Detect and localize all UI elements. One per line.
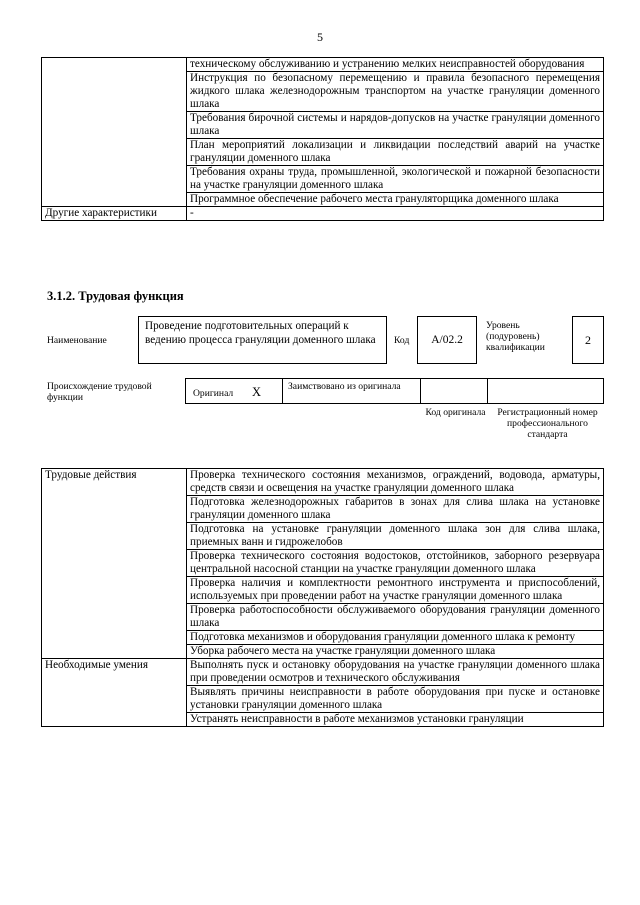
row-value: План мероприятий локализации и ликвидации последствий аварий на участке грануляции доменного шлака: [187, 139, 604, 166]
original-label: Оригинал: [193, 388, 234, 399]
level-label: Уровень (подуровень) квалификации: [486, 320, 545, 353]
reg-number-caption: Регистрационный номер профессионального стандарта: [497, 407, 598, 440]
skills-label: Необходимые умения: [42, 659, 187, 727]
row-value: техническому обслуживанию и устранению мелких неисправностей оборудования: [187, 58, 604, 72]
skill-item: Выполнять пуск и остановку оборудования на участке грануляции доменного шлака при проведении осмотров и технического обслуживания: [187, 659, 604, 686]
origin-box: [185, 378, 604, 404]
activity-item: Проверка технического состояния водостоков, отстойников, заборного резервуара центральной насосной станции на участке грануляции доменного шлака: [187, 550, 604, 577]
row-label: [42, 58, 187, 207]
skill-item: Устранять неисправности в работе механизмов установки грануляции: [187, 713, 604, 727]
origin-divider: [420, 379, 421, 403]
code-original-caption: Код оригинала: [425, 407, 486, 418]
function-details-table: [41, 468, 604, 727]
origin-divider: [487, 379, 488, 403]
activities-label: Трудовые действия: [42, 469, 187, 659]
other-characteristics-value: -: [187, 207, 604, 221]
origin-label: Происхождение трудовой функции: [47, 381, 152, 403]
row-value: Программное обеспечение рабочего места грануляторщика доменного шлака: [187, 193, 604, 207]
level-value: 2: [585, 333, 591, 347]
page-number: 5: [317, 30, 323, 44]
row-value: Требования охраны труда, промышленной, экологической и пожарной безопасности на участке грануляции доменного шлака: [187, 166, 604, 193]
activity-item: Уборка рабочего места на участке грануляции доменного шлака: [187, 645, 604, 659]
activity-item: Подготовка железнодорожных габаритов в зонах для слива шлака на установке грануляции доменного шлака: [187, 496, 604, 523]
level-box: [572, 316, 604, 364]
table-row: [42, 469, 604, 496]
activity-item: Подготовка на установке грануляции доменного шлака зон для слива шлака, приемных ванн и гидрожелобов: [187, 523, 604, 550]
code-label: Код: [394, 335, 410, 346]
row-value: Требования бирочной системы и нарядов-допусков на участке грануляции доменного шлака: [187, 112, 604, 139]
function-name-box: [138, 316, 387, 364]
table-row: [42, 207, 604, 221]
borrowed-label: Заимствовано из оригинала: [288, 381, 401, 392]
activity-item: Проверка технического состояния механизмов, ограждений, водовода, арматуры, средств связи и освещения на участке грануляции доменного шлака: [187, 469, 604, 496]
activity-item: Проверка работоспособности обслуживаемого оборудования грануляции доменного шлака: [187, 604, 604, 631]
table-row: [42, 58, 604, 72]
row-value: Инструкция по безопасному перемещению и правила безопасного перемещения жидкого шлака железнодорожным транспортом на участке грануляции доменного шлака: [187, 72, 604, 112]
activity-item: Подготовка механизмов и оборудования грануляции доменного шлака к ремонту: [187, 631, 604, 645]
name-label: Наименование: [47, 335, 107, 346]
skill-item: Выявлять причины неисправности в работе оборудования при пуске и остановке установки грануляции доменного шлака: [187, 686, 604, 713]
original-mark: X: [252, 385, 262, 399]
activity-item: Проверка наличия и комплектности ремонтного инструмента и приспособлений, используемых при проведении работ на участке грануляции доменного шлака: [187, 577, 604, 604]
code-value: А/02.2: [431, 334, 463, 346]
origin-divider: [282, 379, 283, 403]
knowledge-table-continued: [41, 57, 604, 221]
table-row: [42, 659, 604, 686]
section-title: 3.1.2. Трудовая функция: [47, 289, 184, 303]
function-name: Проведение подготовительных операций к ведению процесса грануляции доменного шлака: [145, 320, 376, 346]
other-characteristics-label: Другие характеристики: [42, 207, 187, 221]
code-box: [417, 316, 477, 364]
